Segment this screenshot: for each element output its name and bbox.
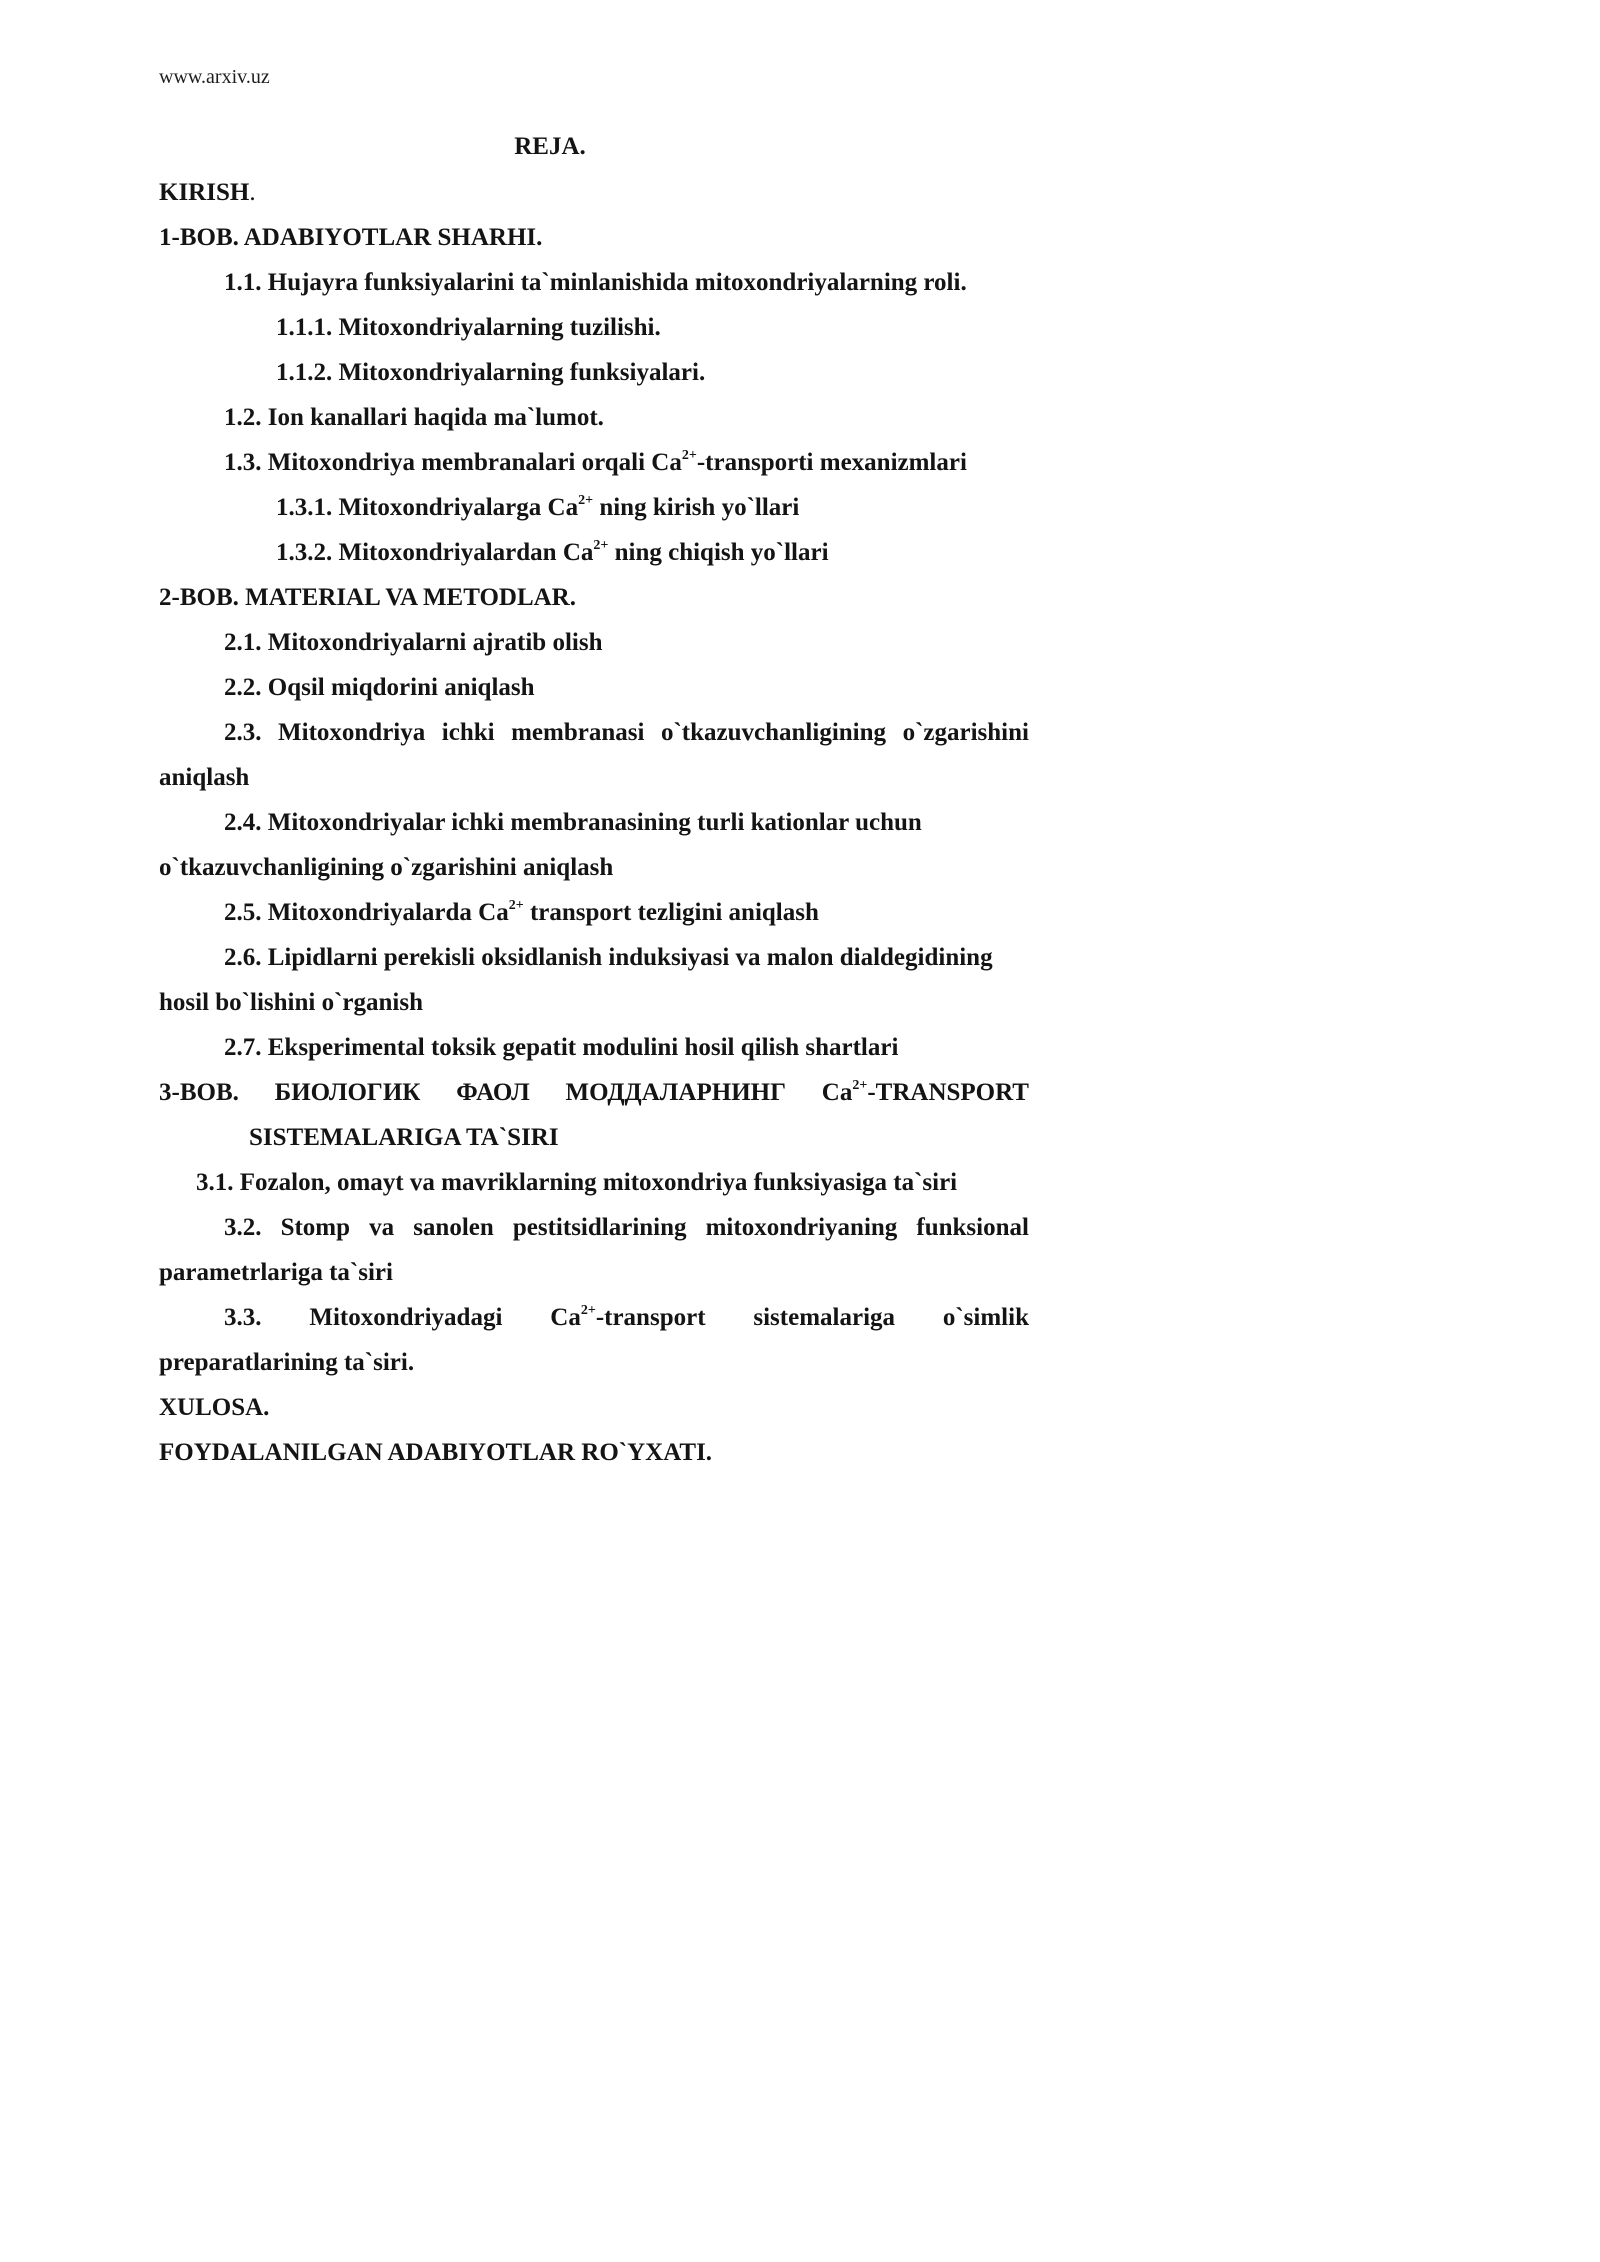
toc-section-1-3: [224, 448, 967, 478]
toc-word: ichki: [441, 719, 495, 746]
toc-section-2-4: 2.4. Mitoxondriyalar ichki membranasining turli kationlar uchun: [224, 809, 922, 836]
toc-word: 3.2.: [224, 1214, 262, 1241]
toc-text: -transport: [595, 1304, 706, 1331]
toc-chapter-3: [159, 1078, 1029, 1108]
toc-text: ning chiqish yo`llari: [608, 539, 829, 566]
toc-word: Mitoxondriyadagi: [309, 1304, 503, 1331]
page-title: REJA.: [514, 133, 586, 160]
toc-word: БИОЛОГИК: [274, 1079, 421, 1106]
toc-word: o`zgarishini: [902, 719, 1029, 746]
toc-section-1-2: 1.2. Ion kanallari haqida ma`lumot.: [224, 404, 604, 431]
toc-word: sanolen: [413, 1214, 494, 1241]
toc-text: 1.3.2. Mitoxondriyalardan Ca: [276, 539, 594, 566]
toc-section-1-1-1: 1.1.1. Mitoxondriyalarning tuzilishi.: [276, 314, 661, 341]
toc-text: Ca: [550, 1304, 581, 1331]
toc-section-2-1: 2.1. Mitoxondriyalarni ajratib olish: [224, 629, 603, 656]
toc-word: funksional: [916, 1214, 1029, 1241]
toc-text: 2.5. Mitoxondriyalarda Ca: [224, 899, 509, 926]
toc-word: МОДДАЛАРНИНГ: [565, 1079, 786, 1106]
toc-text: ning kirish yo`llari: [593, 494, 800, 521]
superscript-charge: 2+: [852, 1077, 868, 1093]
toc-word: o`simlik: [942, 1304, 1029, 1331]
site-url: www.arxiv.uz: [159, 66, 270, 88]
toc-word: 3.3.: [224, 1304, 262, 1331]
toc-word: sistemalariga: [753, 1304, 896, 1331]
toc-section-2-7: 2.7. Eksperimental toksik gepatit modulini hosil qilish shartlari: [224, 1034, 899, 1061]
toc-chapter-2: 2-BOB. MATERIAL VA METODLAR.: [159, 584, 576, 611]
toc-section-3-2-cont: parametrlariga ta`siri: [159, 1259, 393, 1286]
toc-conclusion: XULOSA.: [159, 1394, 270, 1421]
toc-word: [822, 1078, 1029, 1108]
toc-section-1-3-1: [276, 493, 799, 523]
toc-section-3-3-cont: preparatlarining ta`siri.: [159, 1349, 415, 1376]
toc-section-2-3: [224, 718, 1029, 748]
superscript-charge: 2+: [593, 537, 609, 553]
toc-section-2-3-cont: aniqlash: [159, 764, 250, 791]
toc-section-2-5: [224, 898, 819, 928]
toc-section-2-6-cont: hosil bo`lishini o`rganish: [159, 989, 423, 1016]
toc-section-2-2: 2.2. Oqsil miqdorini aniqlash: [224, 674, 535, 701]
toc-intro: [159, 178, 256, 208]
toc-word: Mitoxondriya: [278, 719, 426, 746]
toc-text: transport tezligini aniqlash: [523, 899, 819, 926]
toc-intro-dot: .: [249, 179, 256, 206]
toc-section-3-1: 3.1. Fozalon, omayt va mavriklarning mitoxondriya funksiyasiga ta`siri: [196, 1169, 958, 1196]
toc-text: -TRANSPORT: [867, 1079, 1029, 1106]
toc-word: o`tkazuvchanligining: [660, 719, 887, 746]
toc-word: 3-BOB.: [159, 1079, 239, 1106]
toc-section-1-1-2: 1.1.2. Mitoxondriyalarning funksiyalari.: [276, 359, 706, 386]
superscript-charge: 2+: [580, 1302, 596, 1318]
toc-text: 1.3.1. Mitoxondriyalarga Ca: [276, 494, 579, 521]
toc-word: ФАОЛ: [456, 1079, 530, 1106]
toc-intro-label: KIRISH: [159, 179, 250, 206]
superscript-charge: 2+: [681, 447, 697, 463]
toc-word: pestitsidlarining: [512, 1214, 687, 1241]
toc-chapter-3-cont: SISTEMALARIGA TA`SIRI: [249, 1124, 559, 1151]
toc-word: Stomp: [280, 1214, 351, 1241]
toc-references: FOYDALANILGAN ADABIYOTLAR RO`YXATI.: [159, 1439, 713, 1466]
toc-text: 1.3. Mitoxondriya membranalari orqali Ca: [224, 449, 682, 476]
toc-word: 2.3.: [224, 719, 262, 746]
toc-section-2-4-cont: o`tkazuvchanligining o`zgarishini aniqlash: [159, 854, 614, 881]
toc-section-2-6: 2.6. Lipidlarni perekisli oksidlanish induksiyasi va malon dialdegidining: [224, 944, 993, 971]
toc-text: -transporti mexanizmlari: [696, 449, 967, 476]
toc-chapter-1: 1-BOB. ADABIYOTLAR SHARHI.: [159, 224, 543, 251]
toc-word: membranasi: [511, 719, 645, 746]
superscript-charge: 2+: [578, 492, 594, 508]
toc-section-1-3-2: [276, 538, 829, 568]
toc-section-3-3: [224, 1303, 1029, 1333]
toc-word: mitoxondriyaning: [705, 1214, 898, 1241]
superscript-charge: 2+: [508, 897, 524, 913]
toc-section-1-1: 1.1. Hujayra funksiyalarini ta`minlanishida mitoxondriyalarning roli.: [224, 269, 967, 296]
toc-text: Ca: [821, 1079, 853, 1106]
toc-word: va: [369, 1214, 395, 1241]
toc-word: [550, 1303, 705, 1333]
toc-section-3-2: [224, 1213, 1029, 1243]
